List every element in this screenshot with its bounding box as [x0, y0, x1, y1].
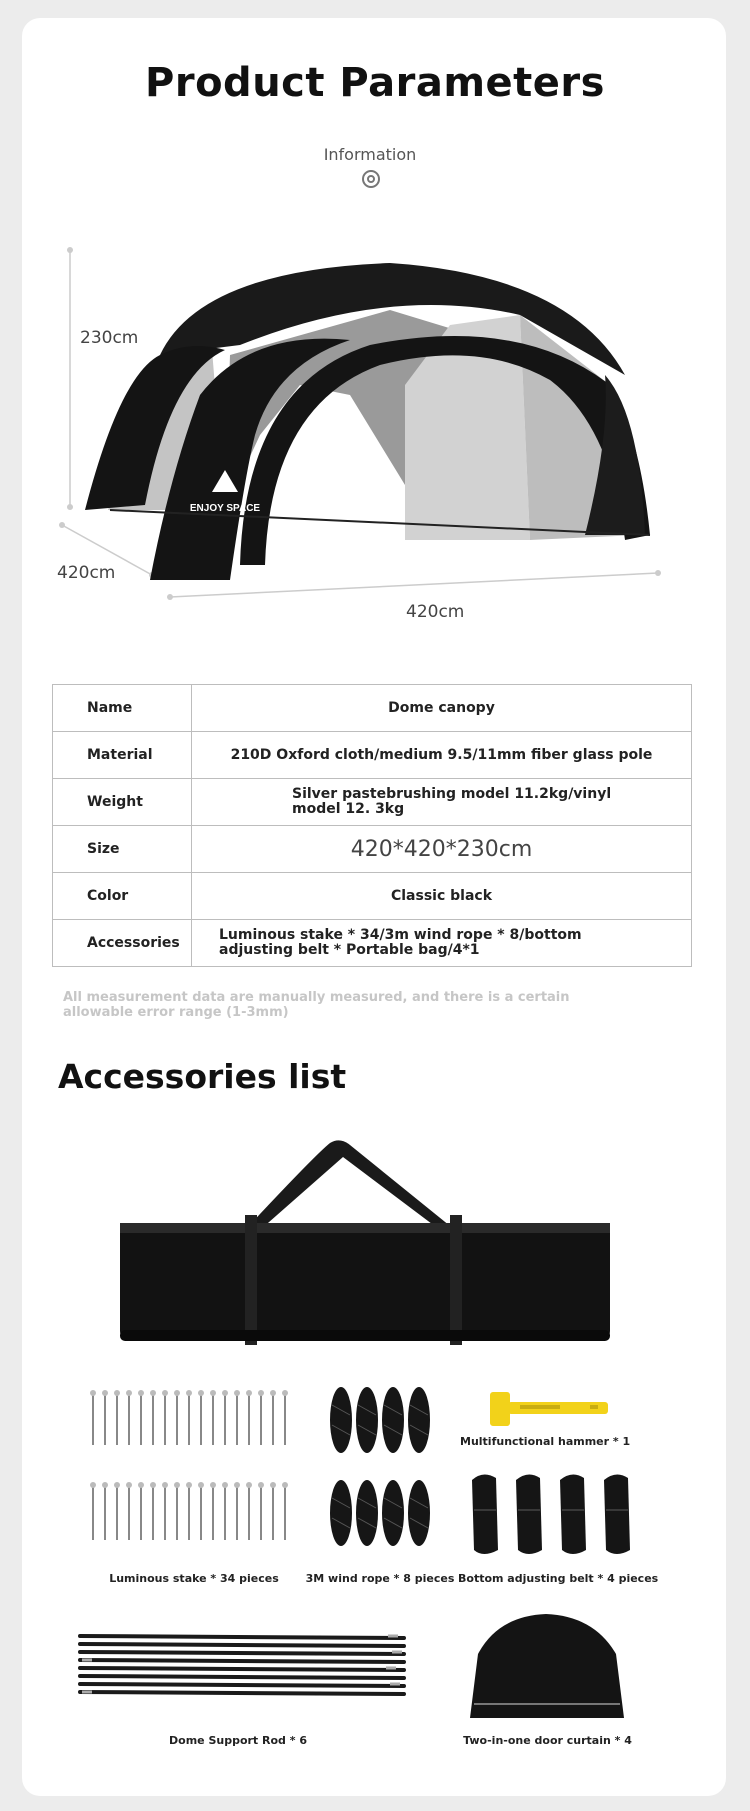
- param-key: Name: [53, 685, 192, 732]
- param-value: Classic black: [192, 873, 692, 920]
- hammer-image: [490, 1390, 615, 1430]
- support-rod-caption: Dome Support Rod * 6: [169, 1734, 307, 1747]
- brand-logo: ENJOY SPACE: [189, 503, 261, 514]
- table-row: [53, 826, 692, 873]
- stakes-image: [88, 1385, 303, 1555]
- width-dimension: 420cm: [406, 602, 465, 622]
- param-value: 420*420*230cm: [192, 826, 692, 873]
- table-row: [53, 920, 692, 967]
- depth-dimension: 420cm: [57, 563, 116, 583]
- param-key: Size: [53, 826, 192, 873]
- door-curtain-image: [468, 1614, 626, 1720]
- support-rod-image: [78, 1632, 408, 1702]
- param-key: Material: [53, 732, 192, 779]
- tent-image: [50, 235, 690, 615]
- information-label: Information: [323, 145, 417, 164]
- target-icon: [362, 170, 380, 188]
- carry-bag-image: [115, 1135, 615, 1345]
- param-value: Luminous stake * 34/3m wind rope * 8/bottom adjusting belt * Portable bag/4*1: [192, 920, 692, 967]
- measurement-note: All measurement data are manually measured, and there is a certain allowable error range (1-3mm): [63, 990, 570, 1020]
- wind-rope-image: [328, 1385, 433, 1550]
- table-row: [53, 685, 692, 732]
- door-curtain-caption: Two-in-one door curtain * 4: [463, 1734, 632, 1747]
- table-row: [53, 779, 692, 826]
- accessories-title: Accessories list: [58, 1057, 347, 1096]
- adjusting-belt-caption: Bottom adjusting belt * 4 pieces: [458, 1572, 659, 1585]
- wind-rope-caption: 3M wind rope * 8 pieces: [305, 1572, 455, 1585]
- parameters-table: [52, 684, 692, 967]
- param-key: Accessories: [53, 920, 192, 967]
- param-value: Silver pastebrushing model 11.2kg/vinyl model 12. 3kg: [192, 779, 692, 826]
- param-value: 210D Oxford cloth/medium 9.5/11mm fiber glass pole: [192, 732, 692, 779]
- stakes-caption: Luminous stake * 34 pieces: [109, 1572, 279, 1585]
- table-row: [53, 873, 692, 920]
- height-dimension: 230cm: [80, 328, 139, 348]
- hammer-caption: Multifunctional hammer * 1: [460, 1435, 631, 1448]
- adjusting-belt-image: [468, 1470, 638, 1558]
- param-key: Weight: [53, 779, 192, 826]
- page-title: Product Parameters: [145, 60, 605, 106]
- param-value: Dome canopy: [192, 685, 692, 732]
- param-key: Color: [53, 873, 192, 920]
- table-row: [53, 732, 692, 779]
